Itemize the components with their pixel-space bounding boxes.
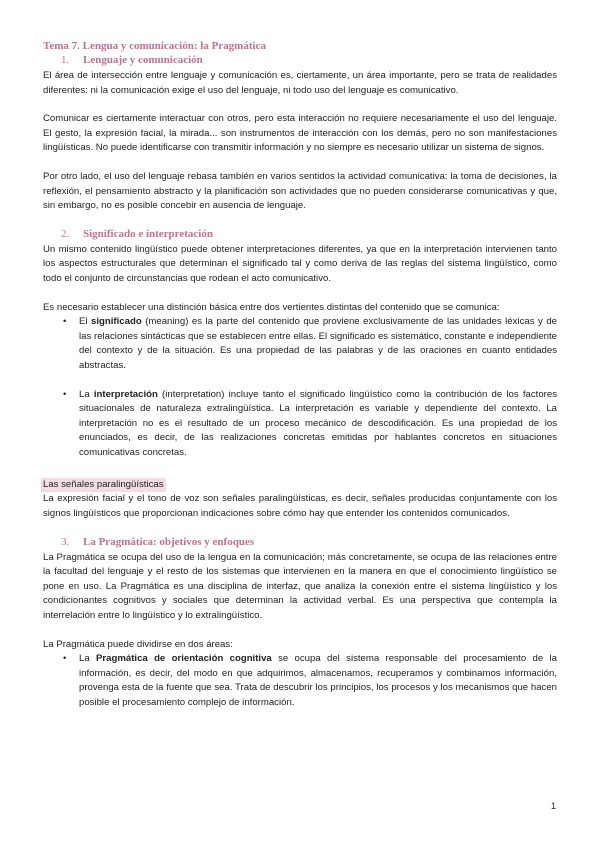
- paragraph: Por otro lado, el uso del lenguaje rebasa también en varios sentidos la actividad comunicativa: la toma de decisiones, la reflexión, el pensamiento abstracto y la planificación son actividades que no pueden considerarse comunicativas y que, sin embargo, no es posible concebir en ausencia de lenguaje.: [43, 170, 557, 212]
- bullet-list: [43, 315, 557, 460]
- paragraph: Es necesario establecer una distinción básica entre dos vertientes distintas del contenido que se comunica:: [43, 301, 500, 313]
- document-title: Tema 7. Lengua y comunicación: la Pragmática: [43, 40, 266, 52]
- section-heading-1: [61, 54, 557, 66]
- term-pragmatica-cognitiva: Pragmática de orientación cognitiva: [96, 653, 272, 665]
- paragraph: La Pragmática se ocupa del uso de la lengua en la comunicación; más concretamente, se ocupa de las relaciones entre la facultad del lenguaje y el resto de los sistemas que intervienen en la manera en que el conocimiento lingüístico se pone en uso. La Pragmática es una disciplina de interfaz, que analiza la conexión entre el sistema lingüístico y los condicionantes cognitivos y sociales que determinan la actividad verbal. Es una perspectiva que contempla la interrelación entre lo lingüístico y lo extralingüístico.: [43, 551, 557, 622]
- paragraph: El área de intersección entre lenguaje y comunicación es, ciertamente, un área importante, pero se trata de realidades diferentes: ni la comunicación exige el uso del lenguaje, ni todo uso del lenguaje es comunicativo.: [43, 70, 557, 96]
- bullet-icon: •: [63, 653, 67, 665]
- list-item: • El significado (meaning) es la parte del contenido que proviene exclusivamente de las unidades léxicas y de las relaciones sintácticas que se establecen entre ellas. El significado es sistemático, constante e independiente del contexto y de la situación. Es una propiedad de las palabras y de las oraciones en cuanto entidades abstractas.: [63, 316, 557, 371]
- paragraph: Comunicar es ciertamente interactuar con otros, pero esta interacción no requiere necesariamente el uso del lenguaje. El gesto, la expresión facial, la mirada... son instrumentos de interacción con los demás, pero no son manifestaciones lingüísticas. No puede identificarse con transmitir información y no siempre es necesario utilizar un sistema de signos.: [43, 113, 557, 154]
- paragraph: La expresión facial y el tono de voz son señales paralingüísticas, es decir, señales producidas conjuntamente con los signos lingüísticos que proporcionan indicaciones sobre cómo hay que entender los contenidos comunicados.: [43, 493, 557, 520]
- page-number: 1: [550, 801, 556, 811]
- list-item: • La Pragmática de orientación cognitiva se ocupa del sistema responsable del procesamiento de la información, es decir, del modo en que adquirimos, almacenamos, recuperamos y combinamos información, provenga esta de la fuente que sea. Trata de descubrir los principios, los procesos y los mecanismos que hacen posible el procesamiento complejo de información.: [63, 653, 557, 708]
- section-heading-3: [61, 536, 557, 548]
- term-interpretacion: interpretación: [93, 388, 158, 400]
- section-title-1: Lenguaje y comunicación: [83, 54, 203, 66]
- paragraph: La Pragmática puede dividirse en dos áreas:: [43, 638, 233, 650]
- section-title-2: Significado e interpretación: [83, 227, 213, 240]
- document-page: [43, 40, 557, 711]
- term-significado: significado: [91, 316, 142, 328]
- section-heading-2: [61, 228, 557, 240]
- bullet-list: [43, 652, 557, 710]
- bullet-icon: •: [63, 316, 67, 328]
- section-title-3: La Pragmática: objetivos y enfoques: [83, 535, 255, 548]
- highlighted-subheading: Las señales paralingüísticas: [43, 479, 164, 491]
- section-number-2: 2.: [61, 227, 70, 240]
- section-number-1: 1.: [61, 54, 70, 66]
- bullet-icon: •: [63, 388, 67, 400]
- section-number-3: 3.: [61, 535, 70, 548]
- list-item: • La interpretación (interpretation) incluye tanto el significado lingüístico como la contribución de los factores situacionales de naturaleza extralingüística. La interpretación es variable y dependiente del contexto. La interpretación no es el resultado de un proceso mecánico de descodificación. Es una propiedad de los enunciados, es decir, de las realizaciones concretas emitidas por hablantes concretos en situaciones comunicativas concretas.: [63, 388, 557, 458]
- paragraph: Un mismo contenido lingüístico puede obtener interpretaciones diferentes, ya que en la interpretación intervienen tanto los aspectos estructurales que determinan el significado tal y como deriva de las reglas del sistema lingüístico, como todo el conjunto de circunstancias que rodean el acto comunicativo.: [43, 243, 557, 284]
